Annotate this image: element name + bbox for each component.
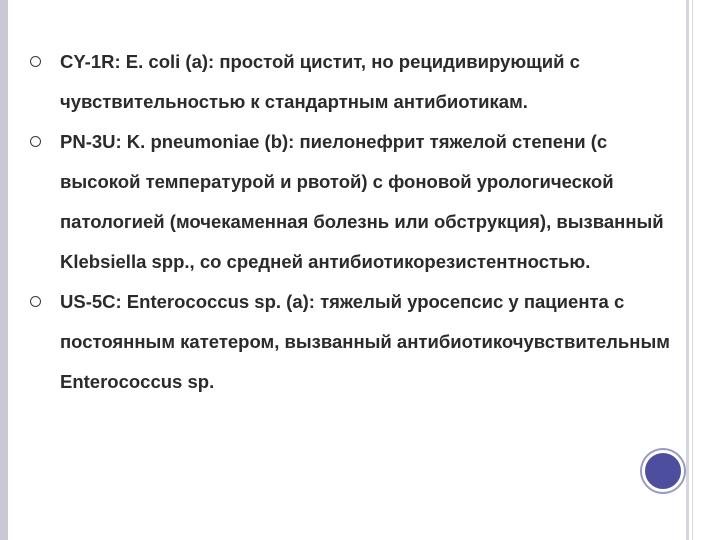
list-item-text: CY-1R: E. coli (a): простой цистит, но рецидивирующий с чувствительностью к стандартным антибиотикам. bbox=[60, 51, 580, 112]
left-border bbox=[0, 0, 8, 540]
list-item-text: US-5C: Enterococcus sp. (a): тяжелый уросепсис у пациента с постоянным катетером, вызванный антибиотикочувствительным Enterococcus sp. bbox=[60, 291, 670, 392]
list-item bbox=[30, 282, 680, 402]
right-border-inner bbox=[686, 0, 689, 540]
list-item-text: PN-3U: K. pneumoniae (b): пиелонефрит тяжелой степени (с высокой температурой и рвотой) с фоновой урологической патологией (мочекаменная болезнь или обструкция), вызванный Klebsiella spp., со средней антибиотикорезистентностью. bbox=[60, 131, 664, 272]
list-item bbox=[30, 122, 680, 282]
hollow-circle-bullet-icon bbox=[30, 136, 41, 147]
list-item bbox=[30, 42, 680, 122]
hollow-circle-bullet-icon bbox=[30, 56, 41, 67]
filled-circle-icon bbox=[642, 450, 684, 492]
right-border-line bbox=[692, 0, 693, 540]
bullet-list bbox=[30, 42, 680, 402]
hollow-circle-bullet-icon bbox=[30, 296, 41, 307]
